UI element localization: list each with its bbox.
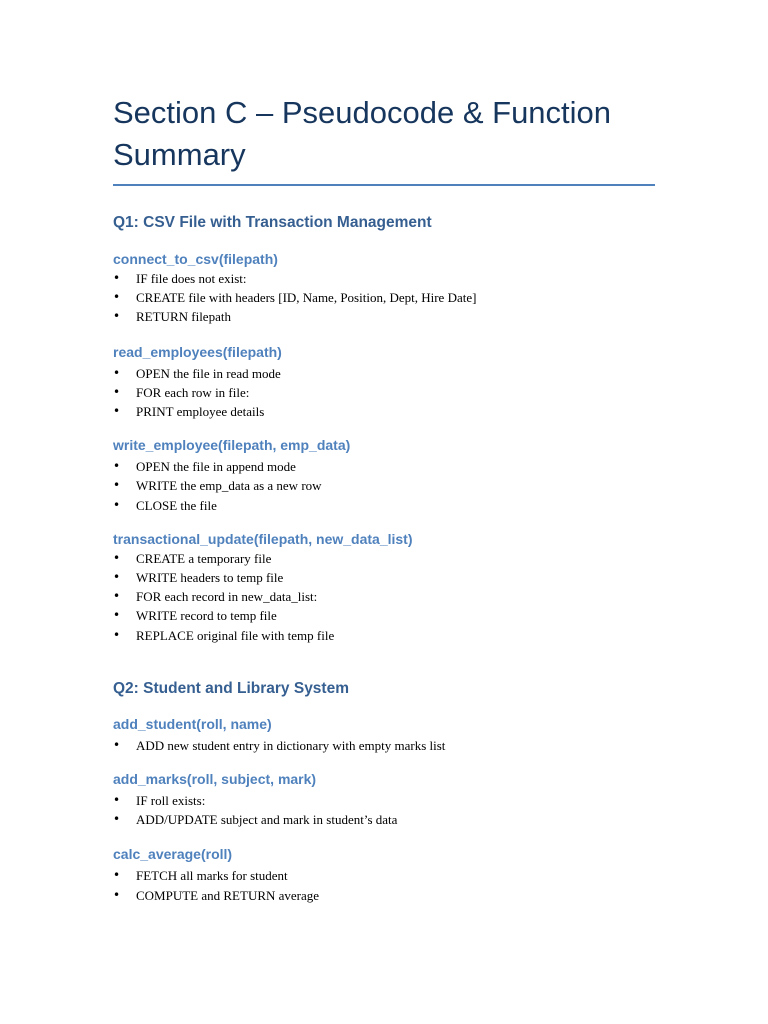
list-item: • IF file does not exist:: [113, 269, 658, 288]
bullet-icon: •: [113, 868, 121, 883]
title-line-2: Summary: [113, 137, 246, 172]
step-list: [113, 364, 658, 422]
function-heading: calc_average(roll): [113, 846, 233, 863]
bullet-icon: •: [113, 384, 121, 399]
page-title: [113, 92, 658, 176]
q1-heading: Q1: CSV File with Transaction Management: [113, 214, 432, 231]
bullet-icon: •: [113, 887, 121, 902]
function-heading: connect_to_csv(filepath): [113, 251, 278, 267]
bullet-icon: •: [113, 459, 121, 474]
bullet-icon: •: [113, 404, 121, 419]
bullet-icon: •: [113, 550, 121, 565]
bullet-icon: •: [113, 812, 121, 827]
step-list: [113, 269, 658, 327]
bullet-icon: •: [113, 290, 121, 305]
list-item: • REPLACE original file with temp file: [113, 626, 658, 645]
q2-function-add-student: [113, 715, 658, 755]
list-item: • CREATE file with headers [ID, Name, Position, Dept, Hire Date]: [113, 288, 658, 307]
q2-function-add-marks: [113, 770, 658, 829]
list-item: • FOR each record in new_data_list:: [113, 587, 658, 606]
function-heading: add_student(roll, name): [113, 715, 272, 732]
bullet-icon: •: [113, 365, 121, 380]
q1-function-write: [113, 436, 658, 515]
step-list: [113, 549, 658, 645]
bullet-icon: •: [113, 627, 121, 642]
bullet-icon: •: [113, 497, 121, 512]
list-item: • WRITE headers to temp file: [113, 568, 658, 587]
bullet-icon: •: [113, 478, 121, 493]
bullet-icon: •: [113, 608, 121, 623]
list-item: • OPEN the file in read mode: [113, 364, 658, 383]
bullet-icon: •: [113, 793, 121, 808]
bullet-icon: •: [113, 570, 121, 585]
list-item: • IF roll exists:: [113, 791, 658, 810]
list-item: • CLOSE the file: [113, 496, 658, 515]
list-item: • ADD/UPDATE subject and mark in student’s data: [113, 810, 658, 829]
q1-function-transactional: [113, 530, 658, 645]
q1-function-read: [113, 343, 658, 422]
function-heading: add_marks(roll, subject, mark): [113, 771, 317, 788]
bullet-icon: •: [113, 589, 121, 604]
bullet-icon: •: [113, 309, 121, 324]
step-list: [113, 791, 658, 829]
list-item: • WRITE record to temp file: [113, 606, 658, 625]
list-item: • ADD new student entry in dictionary with empty marks list: [113, 736, 658, 755]
title-line-1: Section C – Pseudocode & Function: [113, 95, 612, 130]
function-heading: read_employees(filepath): [113, 343, 282, 360]
q1-function-connect: [113, 250, 658, 327]
list-item: • FOR each row in file:: [113, 383, 658, 402]
list-item: • COMPUTE and RETURN average: [113, 886, 658, 905]
q2-heading: Q2: Student and Library System: [113, 679, 349, 697]
step-list: [113, 736, 658, 755]
step-list: [113, 866, 658, 904]
title-underline: [113, 184, 655, 186]
function-heading: write_employee(filepath, emp_data): [113, 437, 351, 454]
document-page: [113, 92, 658, 905]
list-item: • OPEN the file in append mode: [113, 457, 658, 476]
list-item: • WRITE the emp_data as a new row: [113, 476, 658, 495]
list-item: • RETURN filepath: [113, 307, 658, 326]
step-list: [113, 457, 658, 515]
list-item: • PRINT employee details: [113, 402, 658, 421]
list-item: • FETCH all marks for student: [113, 866, 658, 885]
q2-function-calc-average: [113, 845, 658, 904]
bullet-icon: •: [113, 737, 121, 752]
function-heading: transactional_update(filepath, new_data_list): [113, 530, 413, 547]
bullet-icon: •: [113, 271, 121, 285]
list-item: • CREATE a temporary file: [113, 549, 658, 568]
